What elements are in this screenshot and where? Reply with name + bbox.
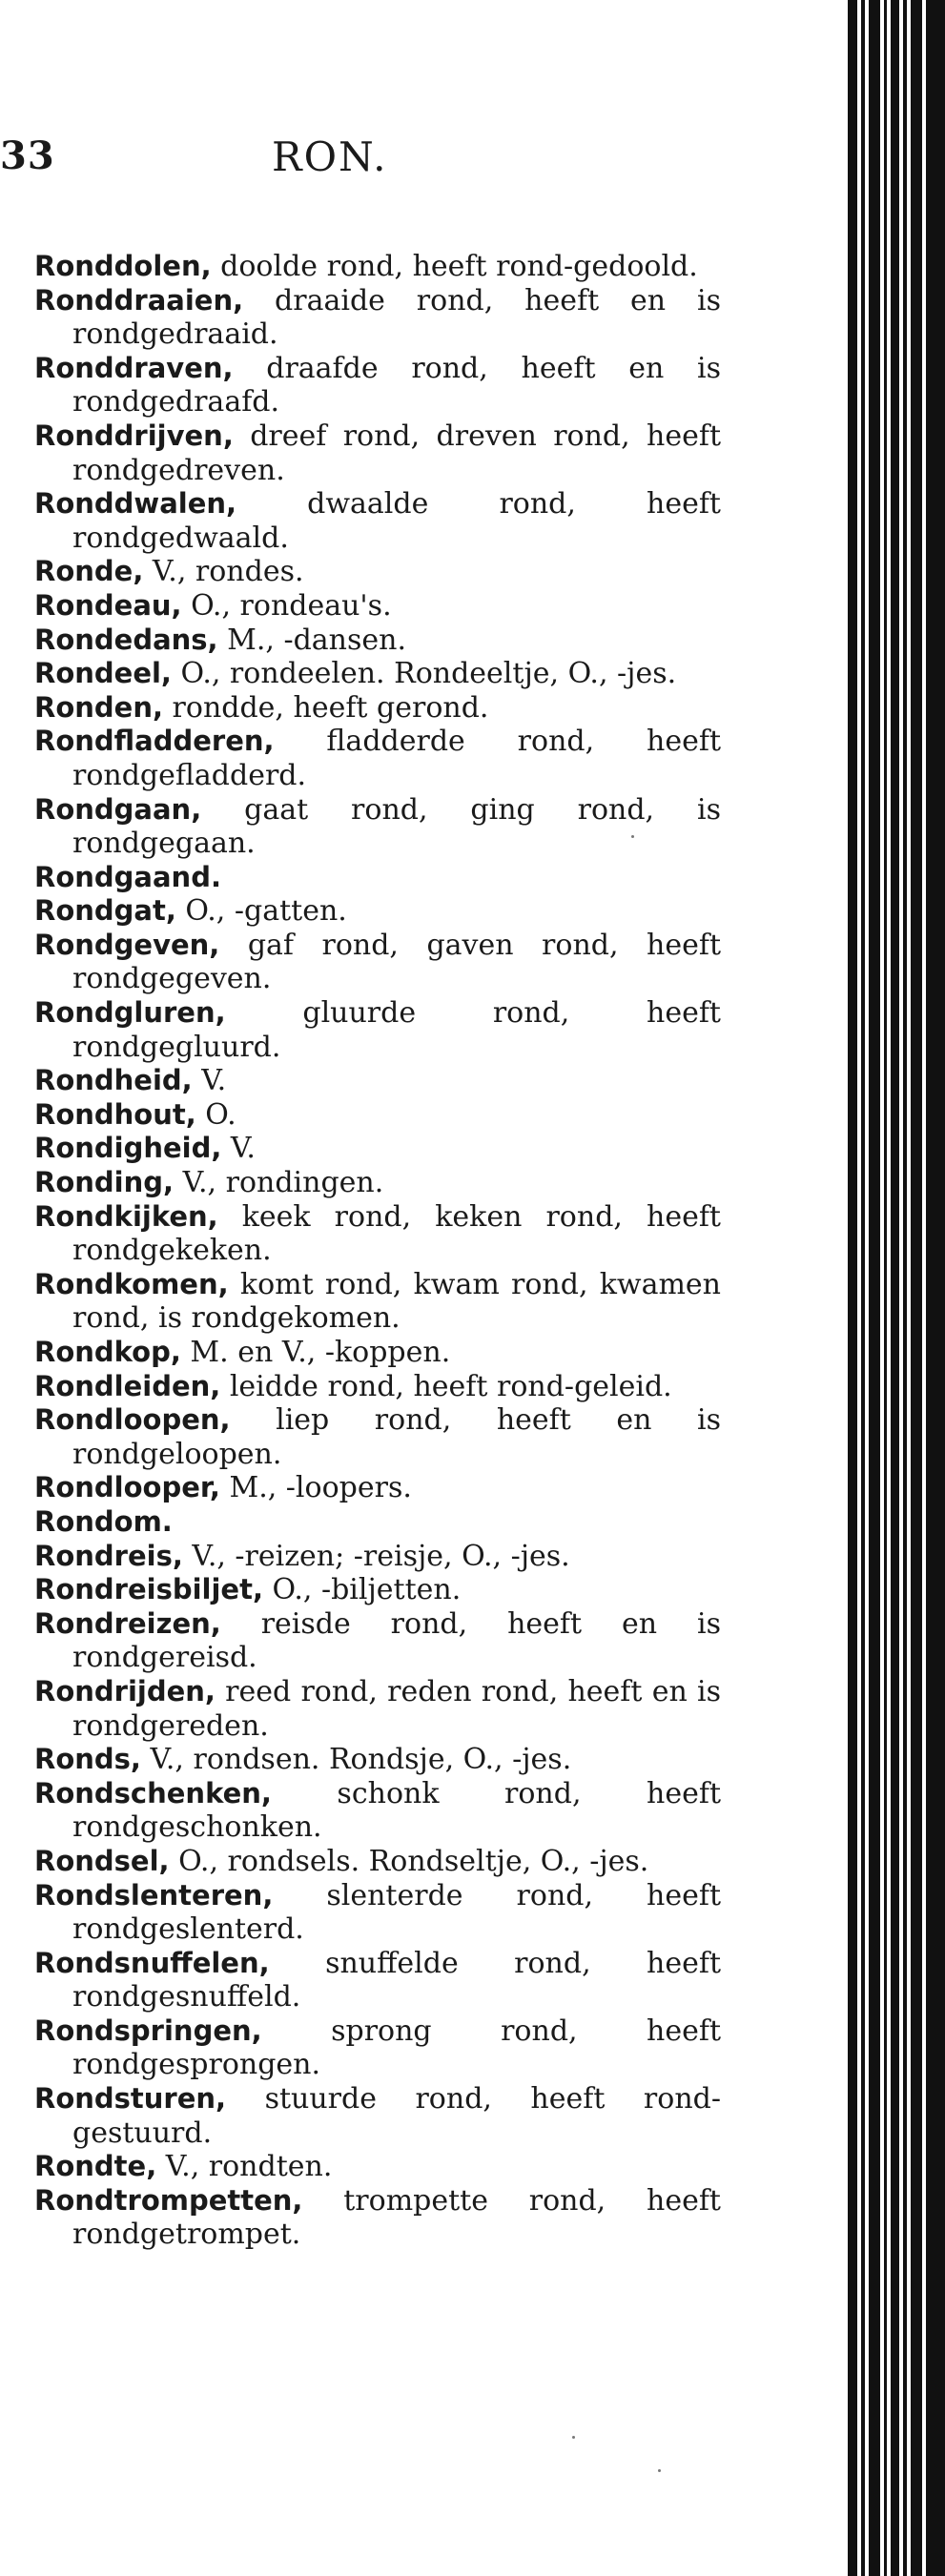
- dictionary-entry: [34, 419, 721, 487]
- dictionary-entry: [34, 1403, 721, 1471]
- dictionary-entry: [34, 1132, 721, 1166]
- entry-headword: Rondeel,: [34, 657, 172, 690]
- entry-headword: Ronddraven,: [34, 351, 234, 384]
- entry-headword: Ronde,: [34, 555, 144, 588]
- dictionary-entry: [34, 1336, 721, 1370]
- entry-definition: O., rondeau's.: [181, 588, 392, 623]
- entry-definition: V., rondsen. Rondsje, O., -jes.: [140, 1743, 572, 1777]
- entry-definition: dreef rond, dreven rond, heeft rondgedreven.: [72, 419, 721, 487]
- entry-headword: Rondgaan,: [34, 792, 202, 826]
- entry-headword: Rondgeven,: [34, 928, 220, 961]
- entry-definition: V.: [221, 1132, 256, 1166]
- entry-headword: Ronddrijven,: [34, 419, 234, 452]
- entry-definition: O., -gatten.: [175, 894, 347, 929]
- entry-headword: Rondkijken,: [34, 1199, 218, 1233]
- dictionary-entry: [34, 2082, 721, 2150]
- entry-headword: Rondslenteren,: [34, 1878, 274, 1912]
- entry-definition: slenterde rond, heeft rondgeslenterd.: [72, 1878, 721, 1947]
- entry-headword: Ronddraaien,: [34, 283, 244, 317]
- paper-speck: [631, 835, 634, 838]
- dictionary-entry: [34, 1098, 721, 1133]
- entry-headword: Rondreisbiljet,: [34, 1573, 263, 1606]
- entry-definition: liep rond, heeft en is rondgeloopen.: [72, 1403, 721, 1471]
- entry-definition: doolde rond, heeft rond-gedoold.: [211, 250, 698, 283]
- entry-definition: draafde rond, heeft en is rondgedraafd.: [72, 351, 721, 419]
- entry-definition: trompette rond, heeft rondgetrompet.: [72, 2183, 721, 2252]
- dictionary-entry: [34, 894, 721, 929]
- entry-headword: Ronddwalen,: [34, 487, 237, 521]
- entry-headword: Rondgaand.: [34, 860, 221, 893]
- entry-headword: Ronds,: [34, 1743, 141, 1776]
- dictionary-entry: [34, 996, 721, 1064]
- dictionary-entry: [34, 487, 721, 555]
- entry-definition: M. en V., -koppen.: [180, 1336, 451, 1369]
- entry-headword: Rondreizen,: [34, 1606, 221, 1640]
- entry-headword: Rondlooper,: [34, 1471, 220, 1504]
- dictionary-entry: [34, 352, 721, 419]
- dictionary-entry: [34, 555, 721, 589]
- entry-definition: reisde rond, heeft en is rondgereisd.: [72, 1606, 721, 1675]
- dictionary-entry: [34, 1200, 721, 1268]
- entry-headword: Rondgat,: [34, 894, 176, 928]
- dictionary-entry: [34, 725, 721, 792]
- dictionary-entry: [34, 1947, 721, 2014]
- entry-headword: Rondsturen,: [34, 2082, 227, 2116]
- entry-definition: schonk rond, heeft rondgeschonken.: [72, 1776, 721, 1845]
- entry-definition: gaat rond, ging rond, is rondgegaan.: [72, 792, 721, 861]
- dictionary-entry: [34, 624, 721, 658]
- entry-headword: Rondeau,: [34, 588, 182, 622]
- entry-headword: Rondigheid,: [34, 1132, 222, 1165]
- page-header: [0, 133, 945, 191]
- dictionary-entry: [34, 1743, 721, 1777]
- entry-headword: Rondsnuffelen,: [34, 1946, 270, 1979]
- dictionary-entry: [34, 929, 721, 996]
- entry-headword: Rondgluren,: [34, 996, 226, 1030]
- entry-headword: Ronden,: [34, 690, 163, 724]
- entry-definition: gaf rond, gaven rond, heeft rondgegeven.: [72, 928, 721, 996]
- entry-definition: keek rond, keken rond, heeft rondgekeken.: [72, 1199, 721, 1268]
- dictionary-entry: [34, 1268, 721, 1336]
- entry-headword: Ronding,: [34, 1166, 175, 1199]
- dictionary-entry: [34, 250, 721, 284]
- section-title: RON.: [272, 133, 388, 180]
- dictionary-entry: [34, 2014, 721, 2082]
- dictionary-entry: [34, 1540, 721, 1574]
- entry-definition: V., rondten.: [156, 2150, 333, 2184]
- entry-headword: Rondkop,: [34, 1336, 181, 1368]
- entry-definition: dwaalde rond, heeft rondgedwaald.: [72, 487, 721, 555]
- entry-definition: leidde rond, heeft rond-geleid.: [220, 1369, 672, 1403]
- dictionary-entry: [34, 2150, 721, 2184]
- entry-headword: Rondhout,: [34, 1097, 196, 1131]
- dictionary-entry: [34, 589, 721, 624]
- entry-headword: Rondsel,: [34, 1844, 170, 1877]
- entry-definition: fladderde rond, heeft rondgefladderd.: [72, 725, 721, 792]
- entry-definition: sprong rond, heeft rondgesprongen.: [72, 2014, 721, 2082]
- entry-definition: reed rond, reden rond, heeft en is rondgereden.: [72, 1674, 721, 1743]
- entry-definition: komt rond, kwam rond, kwamen rond, is rondgekomen.: [72, 1267, 721, 1336]
- book-spine-edge: [848, 0, 945, 2576]
- entry-headword: Rondloopen,: [34, 1403, 231, 1437]
- entry-headword: Rondfladderen,: [34, 725, 275, 758]
- dictionary-entry: [34, 1166, 721, 1200]
- dictionary-entry: [34, 861, 721, 895]
- entry-definition: M., -dansen.: [217, 623, 406, 657]
- entry-definition: V.: [192, 1064, 227, 1098]
- entry-headword: Rondtrompetten,: [34, 2183, 303, 2217]
- entry-headword: Ronddolen,: [34, 250, 212, 282]
- dictionary-entry: [34, 657, 721, 691]
- entry-headword: Rondom.: [34, 1504, 173, 1538]
- dictionary-entry: [34, 1370, 721, 1404]
- dictionary-entry: [34, 793, 721, 861]
- entry-definition: M., -loopers.: [219, 1471, 412, 1505]
- dictionary-entry: [34, 1505, 721, 1540]
- dictionary-entry: [34, 1573, 721, 1607]
- entry-headword: Rondleiden,: [34, 1369, 221, 1402]
- entry-definition: O.: [195, 1097, 236, 1132]
- entry-headword: Rondreis,: [34, 1539, 183, 1572]
- entry-headword: Rondheid,: [34, 1064, 193, 1097]
- dictionary-entry: [34, 2184, 721, 2252]
- dictionary-entry: [34, 1879, 721, 1947]
- entry-definition: snuffelde rond, heeft rondgesnuffeld.: [72, 1946, 721, 2014]
- entry-headword: Rondrijden,: [34, 1674, 216, 1707]
- dictionary-entry: [34, 691, 721, 726]
- dictionary-entry: [34, 284, 721, 352]
- entry-definition: V., rondes.: [143, 555, 304, 589]
- dictionary-entries: [34, 250, 721, 2252]
- dictionary-entry: [34, 1845, 721, 1879]
- entry-headword: Rondschenken,: [34, 1776, 272, 1809]
- dictionary-entry: [34, 1471, 721, 1505]
- entry-headword: Rondedans,: [34, 623, 218, 656]
- entry-definition: gluurde rond, heeft rondgegluurd.: [72, 996, 721, 1064]
- entry-definition: O., rondeelen. Rondeeltje, O., -jes.: [171, 657, 677, 691]
- dictionary-entry: [34, 1607, 721, 1675]
- dictionary-entry: [34, 1777, 721, 1845]
- entry-definition: V., rondingen.: [174, 1166, 384, 1200]
- dictionary-entry: [34, 1675, 721, 1743]
- entry-headword: Rondte,: [34, 2150, 157, 2183]
- entry-definition: stuurde rond, heeft rond-gestuurd.: [72, 2082, 721, 2150]
- page-number: 33: [0, 133, 55, 178]
- entry-definition: rondde, heeft gerond.: [163, 690, 489, 725]
- dictionary-entry: [34, 1064, 721, 1098]
- paper-speck: [572, 2436, 575, 2439]
- entry-definition: O., -biljetten.: [262, 1573, 462, 1607]
- entry-definition: O., rondsels. Rondseltje, O., -jes.: [169, 1844, 649, 1878]
- entry-definition: draaide rond, heeft en is rondgedraaid.: [72, 283, 721, 352]
- paper-speck: [658, 2469, 661, 2472]
- entry-definition: V., -reizen; -reisje, O., -jes.: [182, 1539, 570, 1573]
- entry-headword: Rondkomen,: [34, 1267, 229, 1300]
- entry-headword: Rondspringen,: [34, 2014, 262, 2047]
